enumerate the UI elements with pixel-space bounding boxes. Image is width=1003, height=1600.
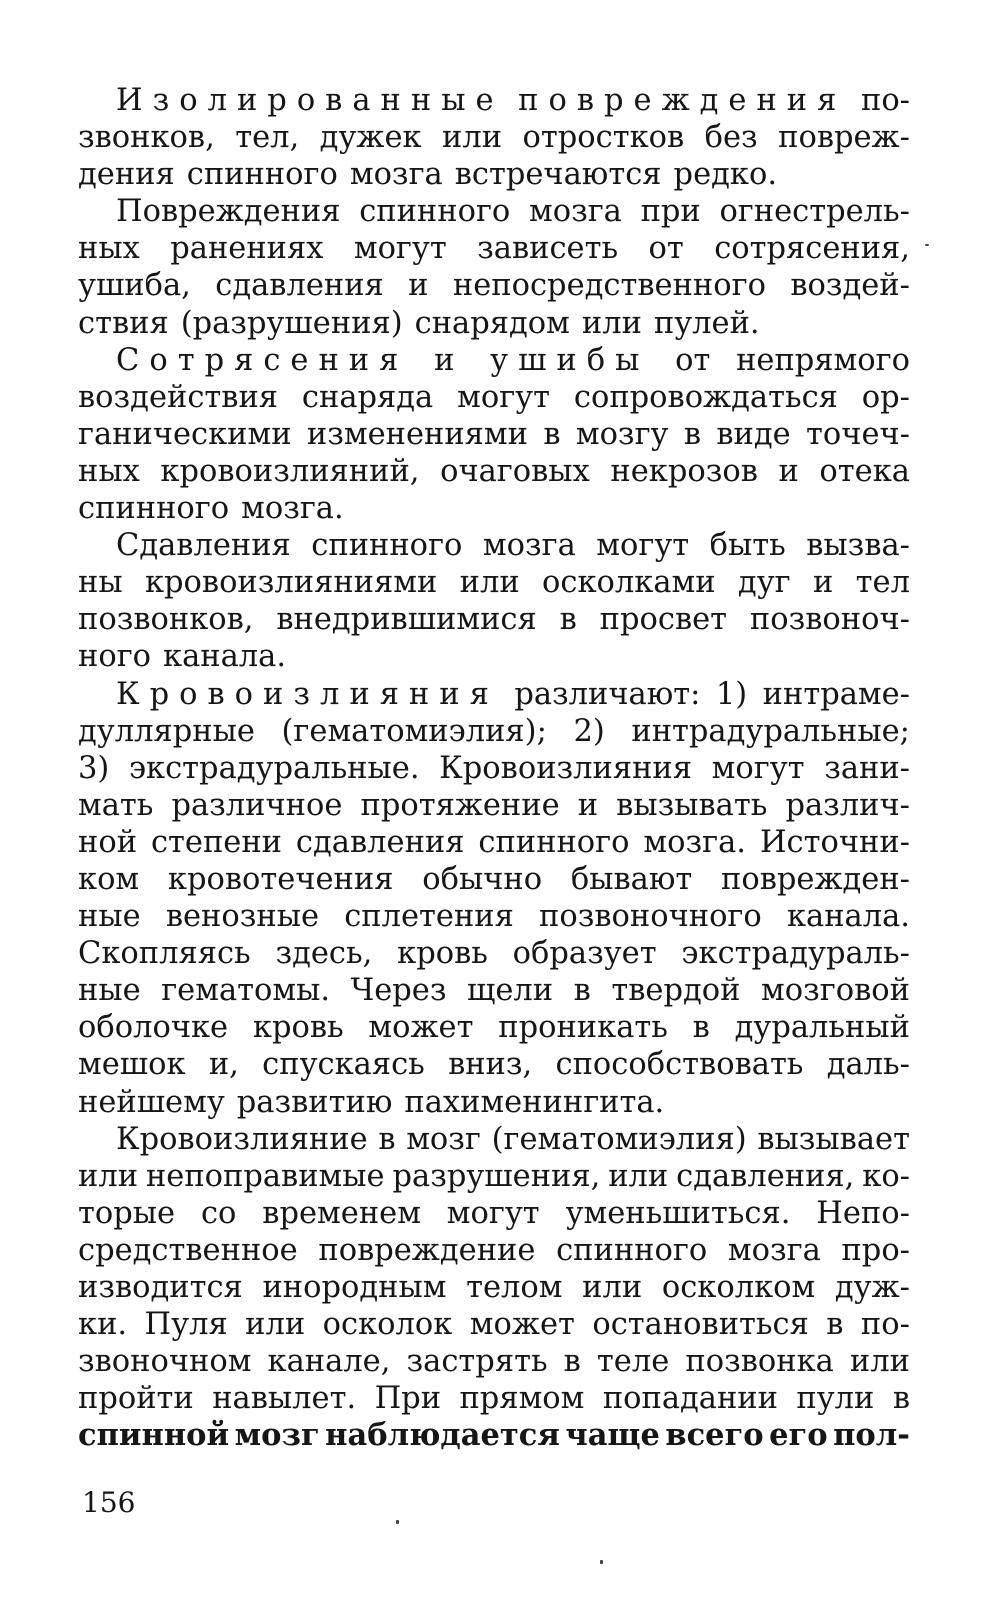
paragraph-first-line: Сотрясения и ушибы от непрямого [116,342,910,378]
text-line: спинного мозга. [78,491,344,527]
print-speck [925,244,929,246]
text-line: мать различное протяжение и вызывать различ- [78,787,910,823]
text-line: пройти навылет. При прямом попадании пули в [78,1381,910,1417]
paragraph-first-line: Повреждения спинного мозга при огнестрель- [116,194,910,230]
text-line: изводится инородным телом или осколком дуж- [78,1270,910,1305]
text-line: оболочке кровь может проникать в дуральный [78,1010,910,1046]
paragraph-first-line: Изолированные повреждения по- [116,83,910,118]
text-line: ствия (разрушения) снарядом или пулей. [78,305,760,341]
text-line: торые со временем могут уменьшиться. Непо- [78,1195,910,1231]
text-line: нейшему развитию пахименингита. [78,1084,665,1120]
paragraph-first-line: Кровоизлияния различают: 1) интраме- [116,676,910,712]
text-line: средственное повреждение спинного мозга про- [78,1232,910,1268]
text-line: звонков, тел, дужек или отростков без повреж- [78,120,910,156]
text-line: или непоправимые разрушения, или сдавления, ко- [78,1158,910,1194]
text-line: ного канала. [78,639,287,675]
text-line: дения спинного мозга встречаются редко. [78,157,778,193]
text-line: позвонков, внедрившимися в просвет позвоноч- [78,602,910,638]
text-line: ганическими изменениями в мозгу в виде точеч- [78,416,910,452]
text-line: ные гематомы. Через щели в твердой мозговой [78,973,910,1009]
text-line: дуллярные (гематомиэлия); 2) интрадуральные; [78,713,910,749]
paragraph-first-line: Кровоизлияние в мозг (гематомиэлия) вызывает [116,1121,910,1157]
text-line: ные венозные сплетения позвоночного канала. [78,899,910,935]
page-number: 156 [82,1486,136,1519]
text-line: ных кровоизлияний, очаговых некрозов и отека [78,453,910,489]
text-line: ной степени сдавления спинного мозга. Источни- [78,824,910,860]
text-line: ушиба, сдавления и непосредственного воздей- [78,268,910,304]
body-text [78,82,910,1454]
paragraph-first-line: Сдавления спинного мозга могут быть вызва- [116,528,910,564]
text-line: ки. Пуля или осколок может остановиться в по- [78,1307,910,1343]
text-line: ны кровоизлияниями или осколками дуг и тел [78,565,910,601]
text-line: 3) экстрадуральные. Кровоизлияния могут зани- [78,750,910,786]
text-line: Скопляясь здесь, кровь образует экстрадураль- [78,936,910,972]
text-line: ных ранениях могут зависеть от сотрясения, [78,231,910,267]
print-speck [396,1520,399,1524]
print-speck [600,1560,603,1564]
text-line: воздействия снаряда могут сопровождаться ор- [78,379,910,415]
text-line: ком кровотечения обычно бывают поврежден- [78,861,910,897]
text-line: мешок и, спускаясь вниз, способствовать даль- [78,1047,910,1083]
text-line: звоночном канале, застрять в теле позвонка или [78,1344,910,1380]
text-line: спинной мозг наблюдается чаще всего его пол- [78,1417,910,1454]
